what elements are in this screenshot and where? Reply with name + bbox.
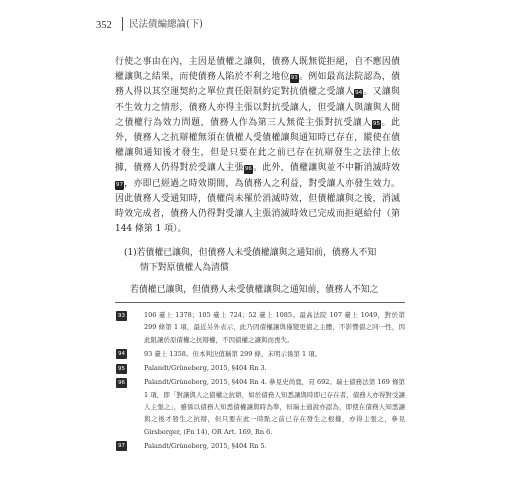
- heading-line: 情下對原債權人為清償: [140, 263, 229, 274]
- footnote-text: Palandt/Grüneberg, 2015, §404 Rn 3.: [144, 364, 267, 373]
- text-segment: ，亦即已經過之時效期間，為債務人之利益，對受讓人亦發生效力。因此債務人受通知時，債權尚未罹於消滅時效，但債權讓與之後，消滅時效完成者，債務人仍得對受讓人主張消滅時效已完成而拒絕給付（第 144 條第 1 項）。: [115, 178, 400, 235]
- footnotes: [115, 309, 405, 454]
- footnote-number: 95: [118, 365, 125, 372]
- footnote-number: 93: [118, 312, 125, 319]
- continuation-text: 若債權已讓與，但債務人未受債權讓與之通知前，債務人不知之: [130, 285, 379, 295]
- text-segment: 。例如最高法院認為，債務人得以其空運契約之單位責任限制約定對抗債權之受讓人: [115, 72, 400, 98]
- text-segment: 。此外，債權讓與並不中斷消滅時效: [252, 163, 400, 174]
- text-segment: 。又讓與不生效力之情形，債務人亦得主張以對抗受讓人，但受讓人與讓與人間之債權行為效力問題，債務人作為第三人無從主張對抗受讓人: [115, 87, 400, 128]
- footnote-number: 97: [118, 443, 125, 450]
- footnote-marker[interactable]: 97: [115, 181, 124, 188]
- heading-line: (1)若債權已讓與，但債務人未受債權讓與之通知前，債務人不知: [124, 248, 377, 258]
- footnote-item: [115, 309, 405, 346]
- footnote-text: 93 臺上 1358。但本判決值稱第 299 條，未明示係第 1 項。: [144, 349, 322, 358]
- footnote-number: 94: [118, 351, 125, 358]
- running-header-title: 民法債編總論(下): [122, 17, 209, 31]
- footnote-marker[interactable]: 95: [372, 120, 381, 127]
- body-text: [115, 55, 400, 237]
- section-heading: [124, 246, 402, 276]
- footnote-item: [115, 376, 405, 437]
- footnote-item: [115, 348, 405, 360]
- footnote-marker[interactable]: 93: [290, 75, 298, 82]
- footnote-marker[interactable]: 96: [244, 166, 252, 173]
- text-segment: 。此外，債務人之抗辯權無須在債權人受債權讓與通知時已存在，縱使在債權讓與通知後才發生，但是只要在此之前已存在抗辯發生之法律上依據，債務人仍得對於受讓人主張: [115, 117, 400, 174]
- footnote-text: Palandt/Grüneberg, 2015, §404 Rn 4. 參見史尚寬，頁 692。瑞士債務法第 169 條第 1 項，即「對讓與人之債權之抗辯，如於債務人知悉讓與時即已存在者，債務人亦得對受讓人主張之」，雖係以債務人知悉債權讓與時為準，但瑞士通說亦認為，即使在債務人知悉讓與之後才發生之抗辯，但只要在此一時點之前已存在發生之根據，亦得主張之，參見 Girsberger, (Fn 14), OR Art. 169, Rn 6.: [144, 378, 405, 436]
- footnote-separator: [115, 302, 405, 303]
- page-number: 352: [96, 20, 112, 31]
- footnote-item: [115, 440, 405, 452]
- footnote-marker[interactable]: 94: [355, 90, 363, 97]
- text-segment: 行使之事由在內，主因是債權之讓與，債務人既無從拒絕，自不應因債權讓與之結果，而使債務人陷於不利之地位: [115, 57, 400, 83]
- footnote-text: 106 臺上 1378；105 臺上 724；52 臺上 1085。最高法院 107 臺上 1049，對於第 299 條第 1 項，最近另外表示，此乃因債權讓與僅變更債之主體，不影響債之同一性，因此阻讓於原債權之抗辯權，不因債權之讓與而喪失。: [144, 311, 405, 344]
- footnote-item: [115, 362, 405, 374]
- footnote-text: Palandt/Grüneberg, 2015, §404 Rn 5.: [144, 441, 267, 450]
- body-paragraph: [115, 55, 400, 237]
- footnote-number: 96: [118, 379, 125, 386]
